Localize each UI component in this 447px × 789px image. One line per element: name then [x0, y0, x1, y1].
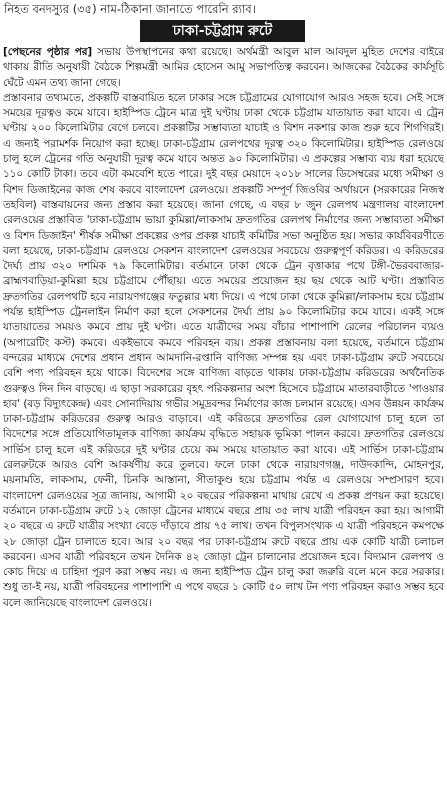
article-text-2: প্রস্তাবনার তথ্যমতে, প্রকল্পটি বাস্তবায়িত হলে ঢাকার সঙ্গে চট্টগ্রামের যোগাযোগ আরও সহজ হবে। সেই সঙ্গে সময়ের দূরত্বও কমে যাবে। হাইস্পিড ট্রেনে মাত্র দুই ঘণ্টায় ঢাকা থেকে চট্টগ্রাম যাতায়াত করা যাবে। এ ট্রেন ঘণ্টায় ২০০ কিলোমিটার বেগে চলবে। প্রকল্পটির সম্ভাব্যতা যাচাই ও বিশদ নকশার কাজ শুরু হবে শিগগিরই। এ জন্যই পরামর্শক নিয়োগ করা হচ্ছে। ঢাকা-চট্টগ্রাম রেলপথের দূরত্ব ৩২০ কিলোমিটার। হাইস্পিড রেলওয়ে চালু হলে ট্রেনের গতি অনুযায়ী দূরত্ব কমে যাবে অন্তত ৯০ কিলোমিটার। এ প্রকল্পের সম্ভাব্য ব্যয় ধরা হয়েছে ১১০ কোটি টাকা। তবে এটা কমবেশি হতে পারে। দুই বছর মেয়াদে ২০১৮ সালের ডিসেম্বরের মধ্যে সমীক্ষা ও বিশদ ডিজাইনের কাজ শেষ করবে বাংলাদেশ রেলওয়ে। প্রকল্পটি সম্পূর্ণ জিওবির অর্থায়নে (সরকারের নিজস্ব তহবিল) বাস্তবায়নের জন্য প্রস্তাব করা হয়েছে। জানা গেছে, এ বছর ৮ জুন রেলপথ মন্ত্রণালয় বাংলাদেশ রেলওয়ের প্রস্তাবিত 'ঢাকা-চট্টগ্রাম ভায়া কুমিল্লা/লাকসাম দ্রুতগতির রেলপথ নির্মাণের জন্য সম্ভাব্যতা সমীক্ষা ও বিশদ ডিজাইন' শীর্ষক সমীক্ষা প্রকল্পের ওপর প্রকল্প যাচাই কমিটির সভা অনুষ্ঠিত হয়। সভার কার্যবিবরণীতে বলা হয়েছে, ঢাকা-চট্টগ্রাম রেলওয়ে সেকশন বাংলাদেশ রেলওয়ের সবচেয়ে গুরুত্বপূর্ণ করিডর। এ করিডরের দৈর্ঘ্য প্রায় ৩২০ দশমিক ৭৯ কিলোমিটার। বর্তমানে ঢাকা থেকে ট্রেন বৃত্তাকার পথে টঙ্গী-ভৈরববাজার-ব্রাহ্মণবাড়িয়া-কুমিল্লা হয়ে চট্টগ্রামে পৌঁছায়। এতে সময়ের প্রয়োজন হয় ছয় থেকে আট ঘণ্টা। প্রস্তাবিত দ্রুতগতির রেলপথটি হবে নারায়ণগঞ্জের ফতুল্লার মধ্য দিয়ে। এ পথে ঢাকা থেকে কুমিল্লা/লাকসাম হয়ে চট্টগ্রাম পর্যন্ত হাইস্পিড ট্রেনলাইন নির্মাণ করা হলে সেকশনের দৈর্ঘ্য প্রায় ৯০ কিলোমিটার কমে যাবে। একই সঙ্গে যাতায়াতের সময়ও কমবে প্রায় দুই ঘণ্টা। এতে যাত্রীদের সময় বাঁচার পাশাপাশি রেলের পরিচালন ব্যয়ও (অপারেটিং কস্ট) কমবে। একইভাবে কমবে পরিবহন ব্যয়। প্রকল্প প্রস্তাবনায় বলা হয়েছে, বর্তমানে চট্টগ্রাম বন্দরের মাধ্যমে দেশের প্রধান প্রধান আমদানি-রপ্তানি বাণিজ্য সম্পন্ন হয় এবং ঢাকা-চট্টগ্রাম রুটে সবচেয়ে বেশি পণ্য পরিবহন হয়ে থাকে। বিদেশের সঙ্গে বাণিজ্য বাড়তে থাকায় ঢাকা-চট্টগ্রাম করিডরের অর্থনৈতিক গুরুত্বও দিন দিন বাড়ছে। এ ছাড়া সরকারের বৃহৎ পরিকল্পনার অংশ হিসেবে চট্টগ্রামে মাতারবাড়ীতে 'পাওয়ার হাব' (বড় বিদ্যুৎকেন্দ্র) এবং সোনাদিয়ায় গভীর সমুদ্রবন্দর নির্মাণের কাজ চলমান রয়েছে। এসব উন্নয়ন কার্যক্রম ঢাকা-চট্টগ্রাম করিডরের গুরুত্ব আরও বাড়াবে। এই করিডরে দ্রুতগতির রেল যোগাযোগ চালু হলে তা বিদেশের সঙ্গে প্রতিযোগিতামূলক বাণিজ্য কার্যক্রম বৃদ্ধিতে সহায়ক ভূমিকা পালন করবে। দ্রুতগতির রেলওয়ে সার্ভিস চালু হলে এই করিডরে দুই ঘণ্টার চেয়ে কম সময়ে যাতায়াত করা যাবে। এই সার্ভিস ঢাকা-চট্টগ্রাম রেলরুটকে আরও বেশি আকর্ষণীয় করে তুলবে। ফলে ঢাকা থেকে নারায়ণগঞ্জ, দাউদকান্দি, মোহনপুর, ময়নামতি, লাকসাম, ফেনী, চিনকি আস্তানা, সীতাকুণ্ড হয়ে চট্টগ্রাম পর্যন্ত এ রেলওয়ে সম্প্রসারণ হবে। বাংলাদেশ রেলওয়ের সূত্র জানায়, আগামী ২০ বছরের পরিকল্পনা মাথায় রেখে এ প্রকল্প প্রণয়ন করা হয়েছে। বর্তমানে ঢাকা-চট্টগ্রাম রুটে ১২ জোড়া ট্রেনের মাধ্যমে বছরে প্রায় ৩৫ লাখ যাত্রী পরিবহন করা হয়। আগামী ২০ বছরে এ রুটে যাত্রীর সংখ্যা বেড়ে দাঁড়াবে প্রায় ৭৫ লাখ। তখন বিপুলসংখ্যক এ যাত্রী পরিবহনে কমপক্ষে ২৮ জোড়া ট্রেন চালাতে হবে। আর ২০ বছর পর ঢাকা-চট্টগ্রাম রুটে বছরে প্রায় এক কোটি যাত্রী চলাচল করবেন। এসব যাত্রী পরিবহনে তখন দৈনিক ৪২ জোড়া ট্রেন চালানোর প্রয়োজন হবে। বিদ্যমান রেলপথ ও কোচ দিয়ে এ চাহিদা পূরণ করা সম্ভব নয়। এ জন্য হাইস্পিড ট্রেন চালু করা জরুরি বলে মনে করে সরকার। শুধু তা-ই নয়, যাত্রী পরিবহনের পাশাপাশি এ পথে বছরে ১ কোটি ৫০ লাখ টন পণ্য পরিবহন করাও সম্ভব হবে বলে জানিয়েছে বাংলাদেশ রেলওয়ে। — [3, 91, 444, 609]
headline: ঢাকা-চট্টগ্রাম রুটে — [172, 23, 273, 39]
article-body — [3, 45, 444, 787]
article-paragraph-2 — [3, 91, 444, 611]
article-text-1: সভায় উপস্থাপনের কথা রয়েছে। অর্থমন্ত্রী আবুল মাল আবদুল মুহিত দেশের বাইরে থাকায় রীতি অনুযায়ী বৈঠকে শিল্পমন্ত্রী আমির হোসেন আমু সভাপতিত্ব করবেন। আজকের বৈঠকের কার্যসূচি ঘেঁটে এমন তথ্য জানা গেছে। — [3, 46, 444, 89]
continuation-kicker: [পেছনের পৃষ্ঠার পর] — [3, 46, 93, 58]
headline-banner — [140, 20, 305, 42]
article-paragraph-1 — [3, 45, 444, 91]
previous-article-fragment: নিহত বনদস্যুর (৩৫) নাম-ঠিকানা জানাতে পারেনি র‌্যাব। — [4, 2, 256, 16]
